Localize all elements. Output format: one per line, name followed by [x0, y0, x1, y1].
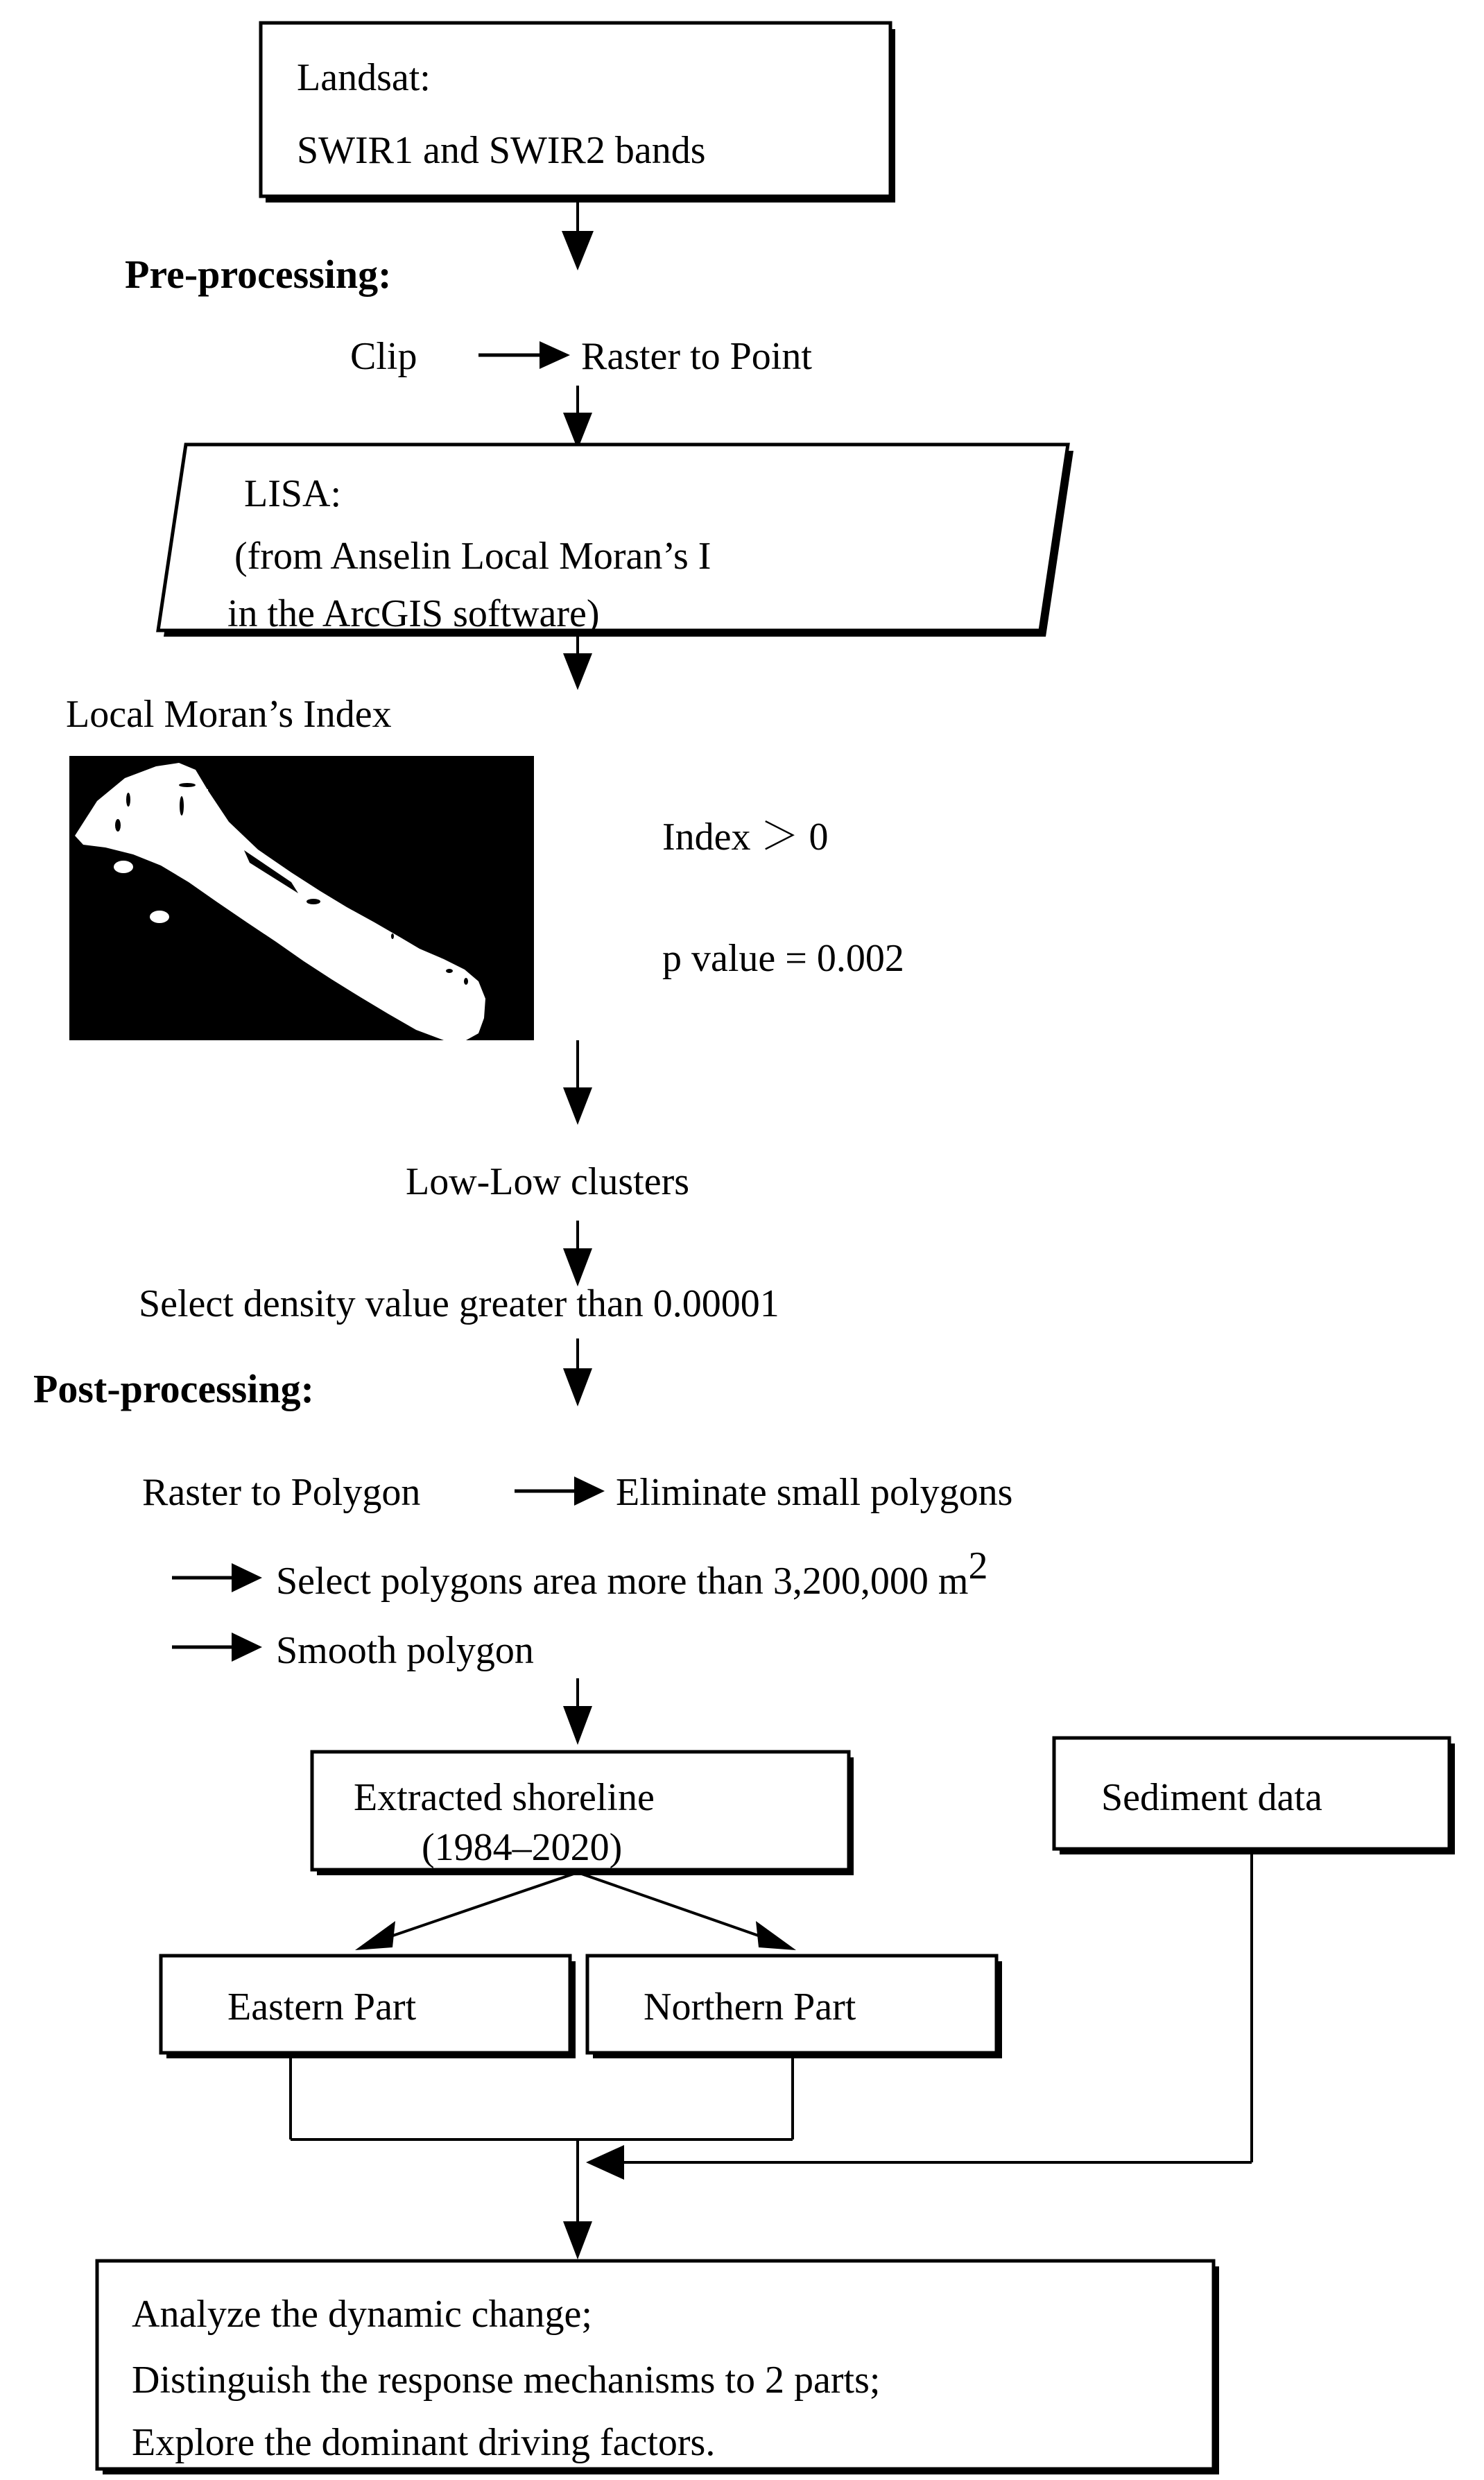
arrow-density-to-postprocessing	[563, 1338, 592, 1406]
preprocessing-step-raster-to-point: Raster to Point	[581, 335, 812, 378]
sediment-line1: Sediment data	[1101, 1776, 1322, 1819]
criteria-p-value	[662, 937, 904, 980]
arrow-shoreline-to-northern	[578, 1872, 796, 1950]
lisa-line3: in the ArcGIS software)	[227, 592, 600, 635]
shoreline-line1: Extracted shoreline	[354, 1776, 655, 1819]
inline-arrow-right-icon-3	[172, 1563, 262, 1592]
eastern-label: Eastern Part	[227, 1986, 417, 2029]
node-northern-part	[587, 1956, 1002, 2058]
criteria-p-symbol: p	[662, 937, 682, 980]
node-extracted-shoreline	[312, 1752, 854, 1875]
lisa-line1: LISA:	[244, 472, 341, 515]
node-raster-preview	[66, 693, 534, 1040]
arrow-lisa-to-raster	[563, 630, 592, 690]
postprocessing-step-area-filter-sup: 2	[968, 1544, 988, 1587]
postprocessing-step-eliminate: Eliminate small polygons	[616, 1471, 1013, 1514]
density-filter-label: Select density value greater than 0.00001	[139, 1282, 779, 1325]
node-eastern-part	[161, 1956, 576, 2058]
landsat-line1: Landsat:	[297, 56, 431, 99]
inline-arrow-right-icon-1	[478, 341, 570, 369]
shoreline-line2: (1984–2020)	[422, 1826, 623, 1869]
node-density-filter	[139, 1282, 779, 1325]
northern-label: Northern Part	[644, 1986, 856, 2029]
arrow-raster-to-clusters	[563, 1040, 592, 1125]
preprocessing-heading: Pre-processing:	[125, 252, 392, 297]
inline-arrow-right-icon-4	[172, 1633, 262, 1662]
node-low-low-clusters	[406, 1160, 689, 1203]
outcome-line3: Explore the dominant driving factors.	[132, 2421, 716, 2464]
arrow-preprocessing-to-lisa	[563, 386, 592, 449]
criteria-index: Index ＞ 0	[662, 816, 829, 859]
node-lisa	[158, 445, 1073, 637]
node-landsat-source	[261, 23, 895, 203]
arrow-clusters-to-density	[563, 1221, 592, 1286]
arrow-postprocessing-to-shoreline	[563, 1678, 592, 1745]
node-postprocessing	[33, 1366, 1012, 1672]
raster-caption: Local Moran’s Index	[66, 693, 392, 736]
arrow-source-to-preprocessing	[562, 196, 594, 270]
postprocessing-step-area-filter-main: Select polygons area more than 3,200,000 m	[276, 1560, 969, 1603]
landsat-line2: SWIR1 and SWIR2 bands	[297, 129, 706, 172]
postprocessing-step-area-filter	[276, 1544, 987, 1603]
postprocessing-step-raster-to-polygon: Raster to Polygon	[142, 1471, 421, 1514]
criteria-p-rest: value = 0.002	[682, 937, 904, 980]
postprocessing-step-smooth: Smooth polygon	[276, 1629, 534, 1672]
merge-bracket-parts	[291, 2053, 793, 2259]
node-sediment-data	[1054, 1738, 1455, 1854]
outcome-line2: Distinguish the response mechanisms to 2 parts;	[132, 2359, 881, 2402]
lisa-line2: (from Anselin Local Moran’s I	[234, 535, 711, 578]
arrow-shoreline-to-eastern	[355, 1872, 578, 1950]
inline-arrow-right-icon-2	[515, 1476, 605, 1506]
node-outcome	[97, 2261, 1219, 2474]
criteria-group	[662, 816, 904, 980]
low-low-clusters-label: Low-Low clusters	[406, 1160, 690, 1203]
postprocessing-heading: Post-processing:	[33, 1366, 314, 1411]
preprocessing-step-clip: Clip	[350, 335, 417, 378]
outcome-line1: Analyze the dynamic change;	[132, 2293, 592, 2336]
node-preprocessing	[125, 252, 812, 378]
